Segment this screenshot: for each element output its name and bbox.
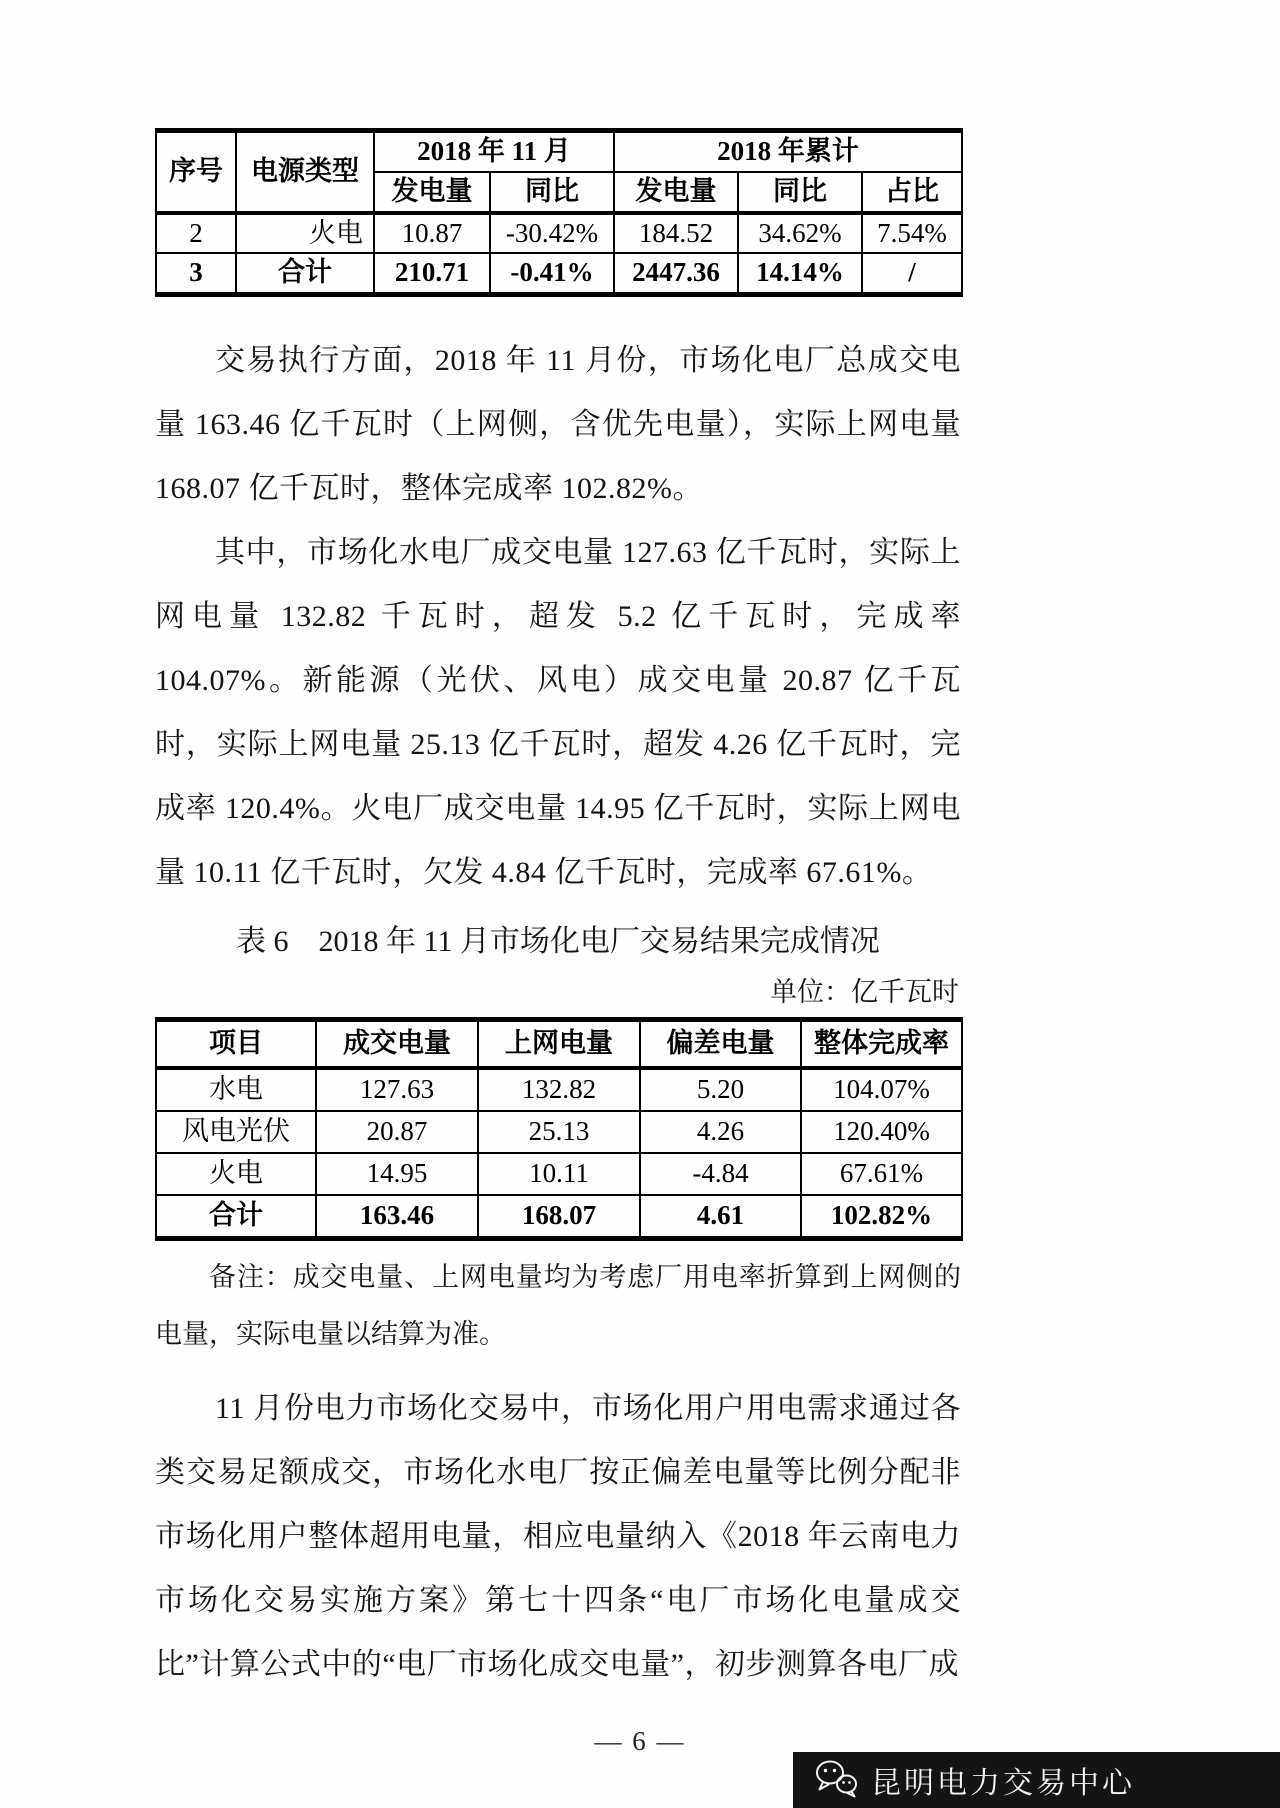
cell-grid: 132.82 [478, 1068, 640, 1111]
table6-row-thermal [156, 1153, 962, 1195]
cell-share: 7.54% [862, 213, 962, 254]
cell-traded: 163.46 [316, 1195, 478, 1239]
generation-by-source-table [155, 128, 963, 297]
col-header-completion-rate: 整体完成率 [801, 1020, 962, 1069]
page-number: — 6 — [594, 1726, 686, 1756]
cell-rate: 102.82% [801, 1195, 962, 1239]
footer-brand-bar [793, 1752, 1280, 1808]
col-header-item: 项目 [156, 1020, 316, 1069]
cell-grid: 25.13 [478, 1111, 640, 1153]
paragraph-november-market: 11 月份电力市场化交易中，市场化用户用电需求通过各类交易足额成交，市场化水电厂按正偏差电量等比例分配非市场化用户整体超用电量，相应电量纳入《2018 年云南电力市场化交易实施方案》第七十四条“电厂市场化电量成交比”计算公式中的“电厂市场化成交电量”，初步测算各电厂成 [155, 1392, 961, 1681]
cell-ytd-gen: 184.52 [614, 213, 738, 254]
paragraph-trade-execution: 交易执行方面，2018 年 11 月份，市场化电厂总成交电量 163.46 亿千瓦时（上网侧，含优先电量），实际上网电量 168.07 亿千瓦时，整体完成率 102.82%。 [155, 344, 961, 505]
cell-ytd-gen: 2447.36 [614, 253, 738, 294]
col-header-generation-ytd: 发电量 [614, 172, 738, 213]
col-header-source-type: 电源类型 [236, 131, 374, 213]
cell-deviation: -4.84 [640, 1153, 801, 1195]
table6-row-hydro [156, 1068, 962, 1111]
table6-row-total [156, 1195, 962, 1239]
col-header-deviation-volume: 偏差电量 [640, 1020, 801, 1069]
market-plant-completion-table [155, 1017, 963, 1241]
cell-share: / [862, 253, 962, 294]
col-header-share: 占比 [862, 172, 962, 213]
cell-seq: 2 [156, 213, 236, 254]
page-content [155, 128, 961, 1697]
cell-item: 火电 [156, 1153, 316, 1195]
cell-rate: 104.07% [801, 1068, 962, 1111]
col-header-traded-volume: 成交电量 [316, 1020, 478, 1069]
cell-month-gen: 10.87 [374, 213, 490, 254]
cell-month-yoy: -0.41% [490, 253, 614, 294]
cell-source: 合计 [236, 253, 374, 294]
cell-source: 火电 [236, 213, 374, 254]
wechat-icon [813, 1758, 859, 1803]
cell-ytd-yoy: 34.62% [738, 213, 862, 254]
cell-grid: 10.11 [478, 1153, 640, 1195]
cell-item: 合计 [156, 1195, 316, 1239]
col-group-month: 2018 年 11 月 [374, 131, 614, 172]
cell-deviation: 4.61 [640, 1195, 801, 1239]
cell-traded: 127.63 [316, 1068, 478, 1111]
table-row-thermal [156, 213, 962, 254]
paragraph-by-plant-type: 其中，市场化水电厂成交电量 127.63 亿千瓦时，实际上网电量 132.82 千瓦时，超发 5.2 亿千瓦时，完成率 104.07%。新能源（光伏、风电）成交电量 20.87 亿千瓦时，实际上网电量 25.13 亿千瓦时，超发 4.26 亿千瓦时，完成率 120.4%。火电厂成交电量 14.95 亿千瓦时，实际上网电量 10.11 亿千瓦时，欠发 4.84 亿千瓦时，完成率 67.61%。 [155, 536, 961, 889]
cell-month-gen: 210.71 [374, 253, 490, 294]
table6-row-wind-solar [156, 1111, 962, 1153]
col-header-generation: 发电量 [374, 172, 490, 213]
table6-footnote: 备注：成交电量、上网电量均为考虑厂用电率折算到上网侧的电量，实际电量以结算为准。 [155, 1262, 961, 1349]
cell-grid: 168.07 [478, 1195, 640, 1239]
col-header-yoy-ytd: 同比 [738, 172, 862, 213]
footer-brand-text: 昆明电力交易中心 [871, 1767, 1135, 1800]
table-row-total [156, 253, 962, 294]
col-header-seq: 序号 [156, 131, 236, 213]
table6-unit-label: 单位：亿千瓦时 [770, 977, 959, 1007]
cell-traded: 14.95 [316, 1153, 478, 1195]
cell-traded: 20.87 [316, 1111, 478, 1153]
cell-deviation: 5.20 [640, 1068, 801, 1111]
table6-title: 表 6 2018 年 11 月市场化电厂交易结果完成情况 [236, 925, 880, 958]
cell-item: 水电 [156, 1068, 316, 1111]
cell-rate: 67.61% [801, 1153, 962, 1195]
col-group-ytd: 2018 年累计 [614, 131, 962, 172]
table6-header-row [156, 1020, 962, 1069]
col-header-grid-volume: 上网电量 [478, 1020, 640, 1069]
cell-month-yoy: -30.42% [490, 213, 614, 254]
cell-seq: 3 [156, 253, 236, 294]
cell-deviation: 4.26 [640, 1111, 801, 1153]
cell-ytd-yoy: 14.14% [738, 253, 862, 294]
cell-item: 风电光伏 [156, 1111, 316, 1153]
cell-rate: 120.40% [801, 1111, 962, 1153]
col-header-yoy: 同比 [490, 172, 614, 213]
table-header-row-groups [156, 131, 962, 172]
